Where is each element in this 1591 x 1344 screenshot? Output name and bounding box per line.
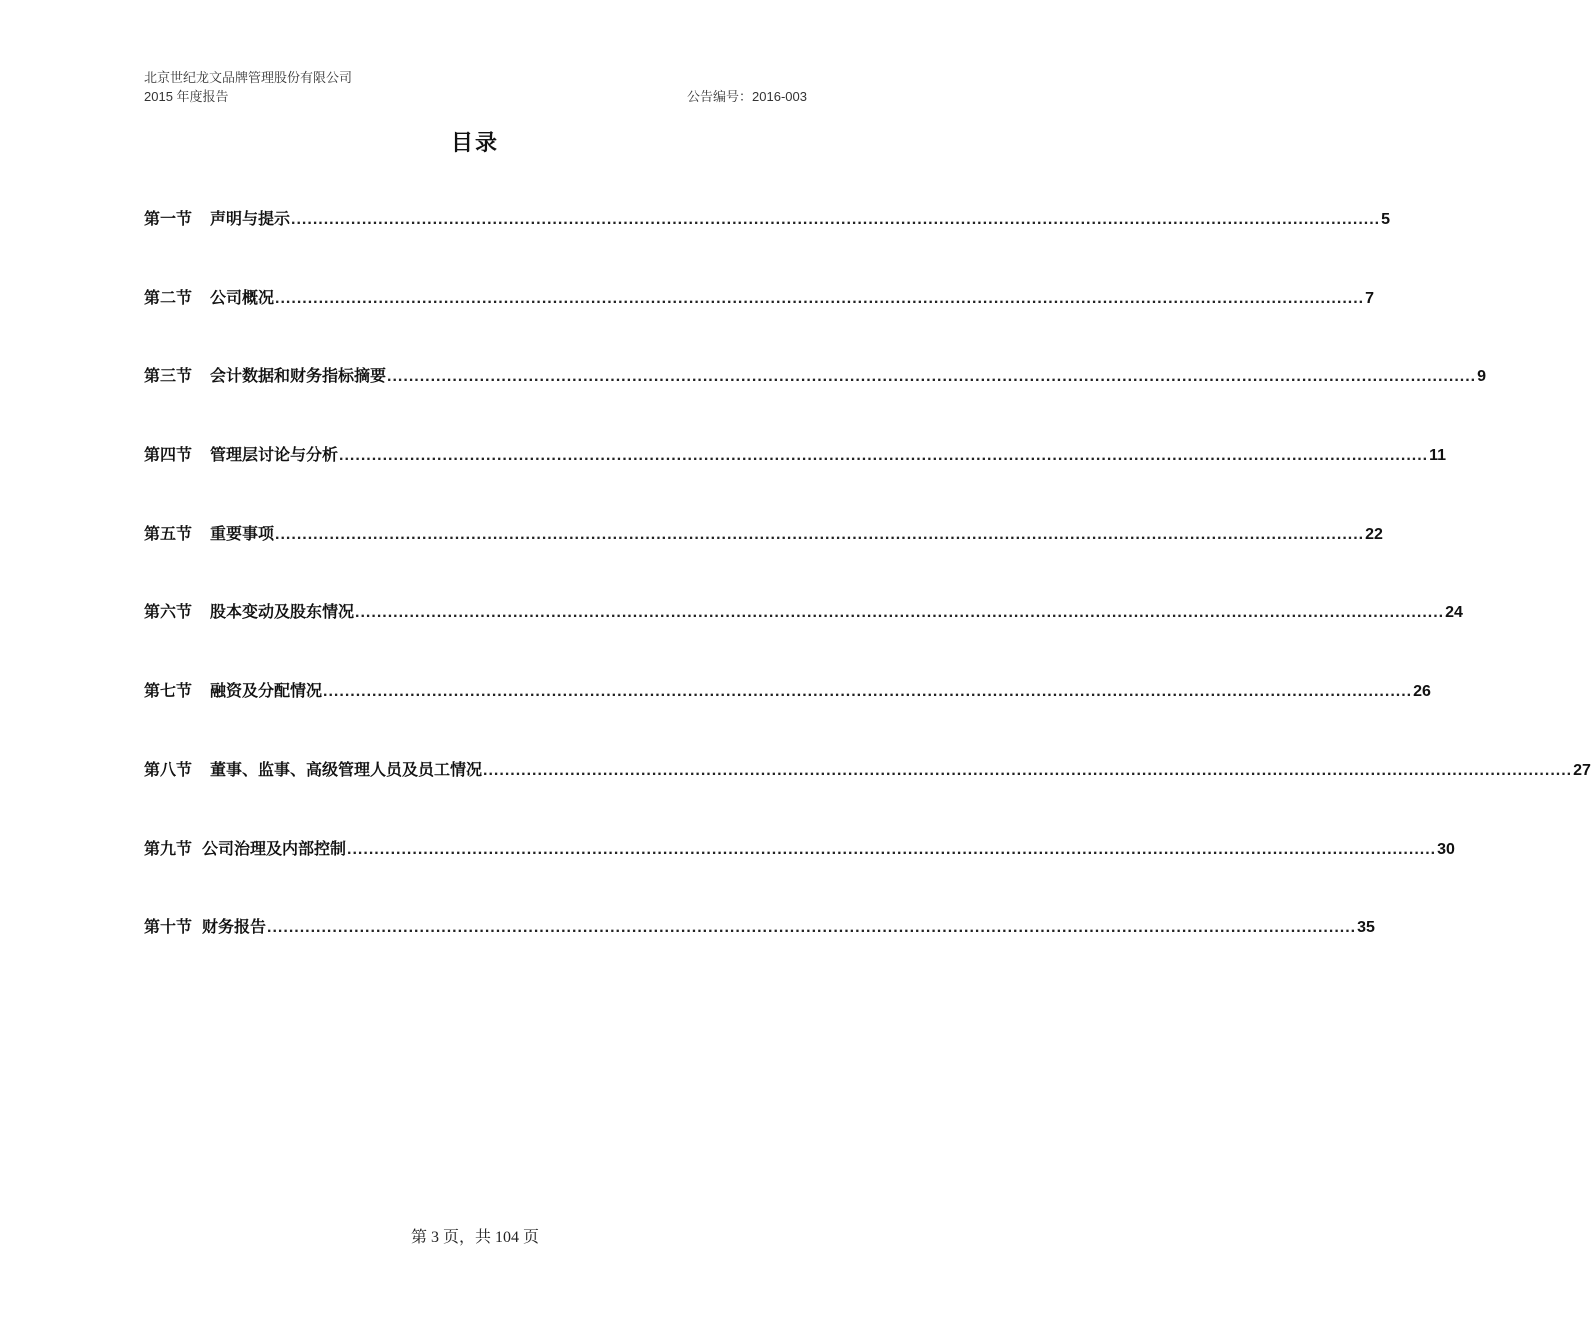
toc-section-title: 股本变动及股东情况 bbox=[210, 604, 355, 621]
toc-entry[interactable] bbox=[144, 678, 1431, 704]
toc-section-title: 管理层讨论与分析 bbox=[210, 447, 339, 464]
toc-label bbox=[144, 599, 354, 622]
toc-section-number: 第九节 bbox=[144, 841, 193, 858]
toc-section-number: 第七节 bbox=[144, 683, 193, 700]
toc-entry[interactable] bbox=[144, 914, 1375, 940]
toc-section-number: 第一节 bbox=[144, 211, 193, 228]
toc-section-title: 声明与提示 bbox=[210, 211, 291, 228]
toc-label bbox=[144, 521, 274, 544]
toc-leader-dots: ........................................................................................................................................................................................................ bbox=[275, 290, 1365, 307]
toc-entry[interactable] bbox=[144, 363, 1486, 389]
toc-label bbox=[144, 206, 290, 229]
toc-entry[interactable] bbox=[144, 206, 1390, 232]
page-footer: 第 3 页，共 104 页 bbox=[410, 1229, 539, 1246]
toc-label bbox=[144, 363, 386, 386]
toc-section-number: 第八节 bbox=[144, 762, 193, 779]
toc-entry[interactable] bbox=[144, 285, 1374, 311]
toc-page-number: 7 bbox=[1365, 290, 1374, 307]
toc-leader-dots: ........................................................................................................................................................................................................ bbox=[347, 841, 1437, 858]
toc-page-number: 30 bbox=[1437, 841, 1455, 858]
toc-entry[interactable] bbox=[144, 442, 1447, 468]
toc-section-title: 公司治理及内部控制 bbox=[202, 841, 347, 858]
toc-label bbox=[144, 836, 346, 859]
toc-leader-dots: ........................................................................................................................................................................................................ bbox=[323, 683, 1413, 700]
toc-page-number: 24 bbox=[1445, 604, 1463, 621]
toc-leader-dots: ........................................................................................................................................................................................................ bbox=[387, 368, 1477, 385]
toc-section-number: 第十节 bbox=[144, 919, 193, 936]
toc-label bbox=[144, 757, 482, 780]
toc-label bbox=[144, 678, 322, 701]
toc-section-number: 第三节 bbox=[144, 368, 193, 385]
toc-leader-dots: ........................................................................................................................................................................................................ bbox=[275, 526, 1365, 543]
toc-page-number: 35 bbox=[1357, 919, 1375, 936]
toc-section-number: 第六节 bbox=[144, 604, 193, 621]
toc-section-number: 第二节 bbox=[144, 290, 193, 307]
page-title: 目录 bbox=[450, 130, 499, 155]
toc-section-title: 重要事项 bbox=[210, 526, 275, 543]
header-company: 北京世纪龙文品牌管理股份有限公司 bbox=[144, 70, 353, 85]
toc-page-number: 26 bbox=[1413, 683, 1431, 700]
toc-page-number: 11 bbox=[1429, 447, 1447, 464]
toc-section-title: 融资及分配情况 bbox=[210, 683, 323, 700]
toc-section-title: 会计数据和财务指标摘要 bbox=[210, 368, 387, 385]
toc-label bbox=[144, 442, 338, 465]
toc-section-number: 第五节 bbox=[144, 526, 193, 543]
toc-section-title: 财务报告 bbox=[202, 919, 267, 936]
toc-entry[interactable] bbox=[144, 599, 1463, 625]
toc-leader-dots: ........................................................................................................................................................................................................ bbox=[339, 447, 1429, 464]
toc-label bbox=[144, 285, 274, 308]
toc-leader-dots: ........................................................................................................................................................................................................ bbox=[291, 211, 1381, 228]
toc-leader-dots: ........................................................................................................................................................................................................ bbox=[355, 604, 1445, 621]
toc-entry[interactable] bbox=[144, 521, 1383, 547]
toc-leader-dots: ........................................................................................................................................................................................................ bbox=[483, 762, 1573, 779]
header-row bbox=[144, 87, 807, 106]
toc-entry[interactable] bbox=[144, 836, 1455, 862]
header-announcement-number: 公告编号：2016-003 bbox=[687, 89, 807, 104]
page-header bbox=[144, 68, 807, 106]
toc-section-number: 第四节 bbox=[144, 447, 193, 464]
toc-label bbox=[144, 914, 266, 937]
toc-leader-dots: ........................................................................................................................................................................................................ bbox=[267, 919, 1357, 936]
toc-section-title: 公司概况 bbox=[210, 290, 275, 307]
header-report: 2015 年度报告 bbox=[144, 89, 229, 104]
toc-page-number: 5 bbox=[1381, 211, 1390, 228]
toc-page-number: 22 bbox=[1365, 526, 1383, 543]
toc-entry[interactable] bbox=[144, 757, 1591, 783]
toc-section-title: 董事、监事、高级管理人员及员工情况 bbox=[210, 762, 483, 779]
toc-page-number: 27 bbox=[1573, 762, 1591, 779]
toc-page-number: 9 bbox=[1477, 368, 1486, 385]
